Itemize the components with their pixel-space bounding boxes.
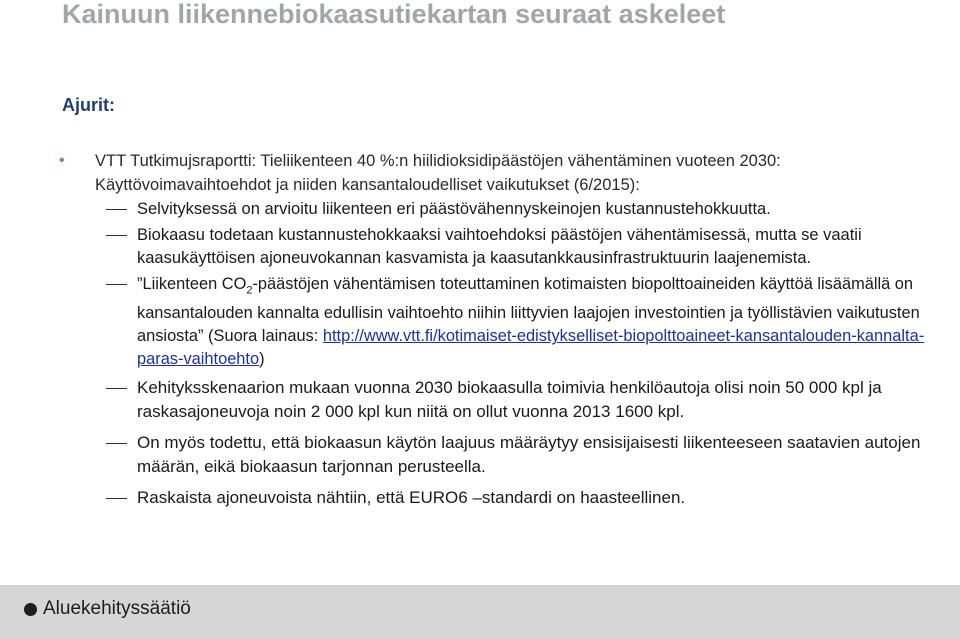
brand-name: Aluekehityssäätiö (43, 598, 191, 619)
sub-bullet (60, 431, 940, 479)
dash-icon (106, 388, 127, 389)
brand-logo (24, 597, 191, 621)
sub-bullet (60, 376, 940, 424)
dash-icon (106, 235, 127, 236)
main-bullet-line-2: Käyttövoimavaihtoehdot ja niiden kansantaloudelliset vaikutukset (6/2015): (95, 176, 640, 194)
sub-bullet (60, 198, 940, 221)
source-link[interactable]: http://www.vtt.fi/kotimaiset-edistykselliset-biopolttoaineet-kansantalouden-kannalta-paras-vaihtoehto (137, 327, 925, 369)
sub-bullet (60, 486, 940, 510)
sub-bullet-text: Kehityksskenaarion mukaan vuonna 2030 biokaasulla toimivia henkilöautoja olisi noin 50 000 kpl ja raskasajoneuvoja noin 2 000 kpl kun niitä on ollut vuonna 2013 1600 kpl. (137, 378, 882, 422)
bullet-dot-icon: • (59, 152, 65, 169)
dash-icon (106, 443, 127, 444)
sub-bullet-text: On myös todettu, että biokaasun käytön laajuus määräytyy ensisijaisesti liikenteeseen saatavien autojen määrän, eikä biokaasun tarjonnan perusteella. (137, 433, 921, 477)
slide-body (60, 149, 940, 510)
dash-icon (106, 284, 127, 285)
closing-paren: ) (259, 350, 265, 369)
sub-bullet (60, 273, 940, 371)
dash-icon (106, 498, 127, 499)
footer-bar (0, 585, 960, 639)
main-bullet (60, 149, 940, 197)
main-bullet-line-1: VTT Tutkimujsraportti: Tieliikenteen 40 %:n hiilidioksidipäästöjen vähentäminen vuoteen 2030: (95, 152, 781, 170)
sub-bullet-text: Raskaista ajoneuvoista nähtiin, että EURO6 –standardi on haasteellinen. (137, 488, 686, 508)
sub-bullet-text: Biokaasu todetaan kustannustehokkaaksi vaihtoehdoksi päästöjen vähentämisessä, mutta se vaatii kaasukäyttöisen ajoneuvokannan kasvamista ja kaasutankkausinfrastruktuurin laajenemista. (137, 226, 862, 267)
sub-bullet (60, 224, 940, 270)
quote-rest: -päästöjen vähentämisen toteuttaminen kotimaisten biopolttoaineiden käyttöä lisäämällä on kansantalouden kannalta edullisin vaihtoehto niihin liittyvien laajojen investointien ja työllistävien vaikutusten ansiosta” (Suora lainaus: (137, 275, 920, 346)
drivers-heading: Ajurit: (62, 95, 115, 115)
co2-subscript: 2 (246, 284, 253, 297)
quote-start: ”Liikenteen CO (137, 275, 247, 293)
slide-title: Kainuun liikennebiokaasutiekartan seuraat askeleet (62, 0, 726, 29)
sub-bullet-text: Selvityksessä on arvioitu liikenteen eri päästövähennyskeinojen kustannustehokkuutta. (137, 200, 771, 218)
brand-dot-icon (24, 603, 37, 616)
dash-icon (106, 209, 127, 210)
